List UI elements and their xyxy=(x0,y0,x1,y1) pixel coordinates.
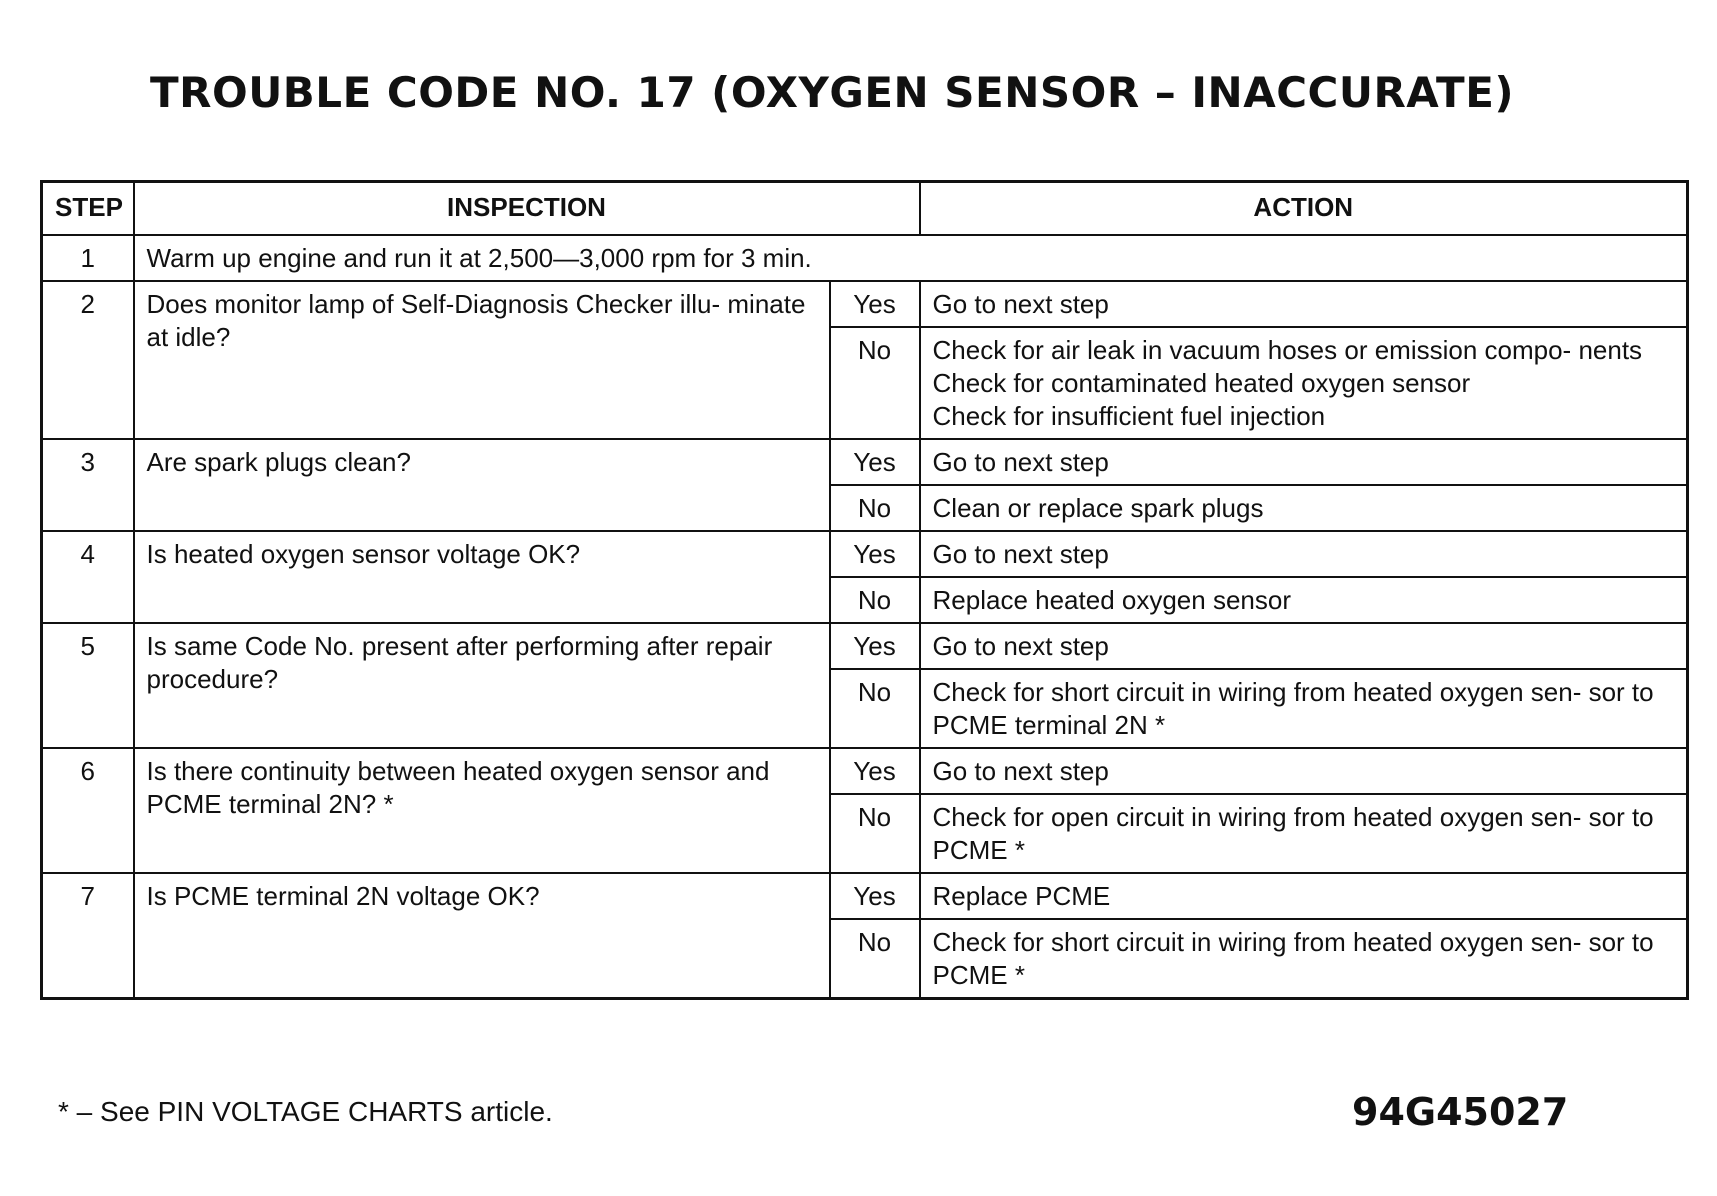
page-title: TROUBLE CODE NO. 17 (OXYGEN SENSOR – INACCURATE) xyxy=(150,68,1515,117)
step-number: 1 xyxy=(42,235,134,281)
yes-label: Yes xyxy=(830,439,920,485)
action-line: Replace PCME xyxy=(932,881,1111,911)
table-row-step-3-yes xyxy=(42,439,1688,485)
table-row-step-1 xyxy=(42,235,1688,281)
yes-action xyxy=(920,281,1688,327)
action-line: Go to next step xyxy=(932,289,1109,319)
yes-label: Yes xyxy=(830,281,920,327)
table-row-step-4-yes xyxy=(42,531,1688,577)
action-line: Check for air leak in vacuum hoses or emission compo- nents xyxy=(932,335,1643,365)
action-line: Go to next step xyxy=(932,631,1109,661)
action-line: Check for contaminated heated oxygen sensor xyxy=(932,368,1471,398)
no-label: No xyxy=(830,919,920,999)
no-action xyxy=(920,794,1688,873)
no-label: No xyxy=(830,327,920,439)
no-action xyxy=(920,327,1688,439)
inspection-column-header: INSPECTION xyxy=(134,182,920,236)
step-inspection: Is same Code No. present after performing after repair procedure? xyxy=(134,623,830,748)
no-action xyxy=(920,669,1688,748)
step-inspection: Does monitor lamp of Self-Diagnosis Checker illu- minate at idle? xyxy=(134,281,830,439)
step-inspection: Are spark plugs clean? xyxy=(134,439,830,531)
yes-action xyxy=(920,439,1688,485)
step-number: 5 xyxy=(42,623,134,748)
figure-id: 94G45027 xyxy=(1352,1090,1569,1134)
no-label: No xyxy=(830,669,920,748)
yes-action xyxy=(920,873,1688,919)
action-line: Replace heated oxygen sensor xyxy=(932,585,1291,615)
action-line: Check for open circuit in wiring from heated oxygen sen- sor to PCME * xyxy=(932,802,1654,865)
no-label: No xyxy=(830,485,920,531)
no-label: No xyxy=(830,794,920,873)
table-row-step-5-yes xyxy=(42,623,1688,669)
step-number: 2 xyxy=(42,281,134,439)
step-number: 6 xyxy=(42,748,134,873)
action-line: Check for short circuit in wiring from heated oxygen sen- sor to PCME * xyxy=(932,927,1654,990)
action-line: Clean or replace spark plugs xyxy=(932,493,1264,523)
no-action xyxy=(920,577,1688,623)
table-row-step-7-yes xyxy=(42,873,1688,919)
action-line: Go to next step xyxy=(932,756,1109,786)
yes-label: Yes xyxy=(830,531,920,577)
yes-label: Yes xyxy=(830,748,920,794)
action-column-header: ACTION xyxy=(920,182,1688,236)
step-inspection: Is there continuity between heated oxygen sensor and PCME terminal 2N? * xyxy=(134,748,830,873)
action-line: Check for short circuit in wiring from heated oxygen sen- sor to PCME terminal 2N * xyxy=(932,677,1654,740)
step-inspection: Is PCME terminal 2N voltage OK? xyxy=(134,873,830,999)
action-line: Go to next step xyxy=(932,539,1109,569)
yes-label: Yes xyxy=(830,623,920,669)
step-column-header: STEP xyxy=(42,182,134,236)
no-action xyxy=(920,485,1688,531)
diagnosis-table xyxy=(40,180,1689,1000)
no-label: No xyxy=(830,577,920,623)
yes-action xyxy=(920,623,1688,669)
table-body xyxy=(42,235,1688,999)
table-row-step-6-yes xyxy=(42,748,1688,794)
step-inspection: Is heated oxygen sensor voltage OK? xyxy=(134,531,830,623)
action-line: Go to next step xyxy=(932,447,1109,477)
no-action xyxy=(920,919,1688,999)
table-row-step-2-yes xyxy=(42,281,1688,327)
yes-action xyxy=(920,531,1688,577)
step-inspection: Warm up engine and run it at 2,500—3,000 rpm for 3 min. xyxy=(134,235,1688,281)
table-header-row xyxy=(42,182,1688,236)
footnote: * – See PIN VOLTAGE CHARTS article. xyxy=(58,1096,553,1127)
step-number: 7 xyxy=(42,873,134,999)
yes-label: Yes xyxy=(830,873,920,919)
action-line: Check for insufficient fuel injection xyxy=(932,401,1326,431)
yes-action xyxy=(920,748,1688,794)
step-number: 4 xyxy=(42,531,134,623)
step-number: 3 xyxy=(42,439,134,531)
